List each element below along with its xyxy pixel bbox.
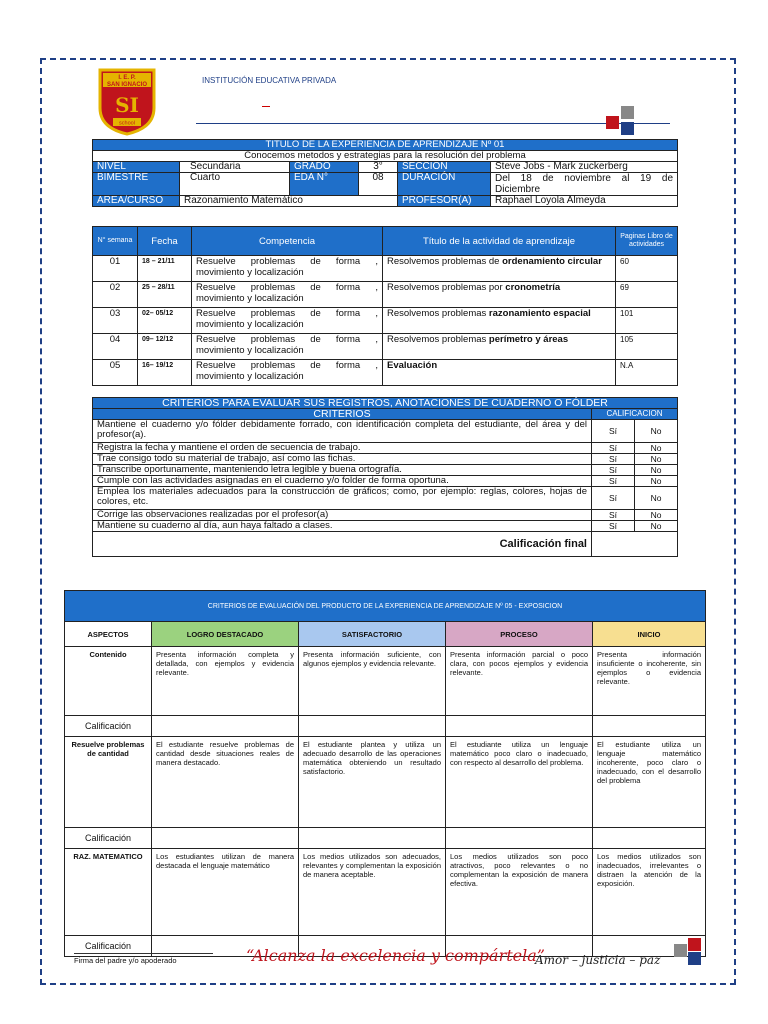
semana-cell: 04: [93, 334, 138, 360]
paginas-cell: N.A: [616, 360, 678, 386]
duracion-value: Del 18 de noviembre al 19 de Diciembre: [491, 173, 678, 196]
fecha-cell: 25 – 28/11: [138, 282, 192, 308]
no-option[interactable]: No: [635, 476, 678, 487]
criterios-title: CRITERIOS PARA EVALUAR SUS REGISTROS, ANOTACIONES DE CUADERNO O FÓLDER: [93, 398, 678, 409]
actividad-bold: perímetro y áreas: [488, 334, 569, 345]
descriptor-cell: Los medios utilizados son adecuados, relevantes y complementan la exposición de manera aceptable.: [299, 849, 446, 936]
criterio-text: Registra la fecha y mantiene el orden de secuencia de trabajo.: [93, 443, 592, 454]
semana-cell: 05: [93, 360, 138, 386]
motto: “Alcanza la excelencia y compártela”: [246, 946, 545, 965]
actividad-cell: [383, 360, 616, 386]
no-option[interactable]: No: [635, 454, 678, 465]
descriptor-cell: Los medios utilizados son poco atractivos, poco relevantes o no complementan la exposición de manera efectiva.: [446, 849, 593, 936]
criterio-text: Cumple con las actividades asignadas en el cuaderno y/o folder de forma oportuna.: [93, 476, 592, 487]
seccion-label: SECCION: [398, 162, 491, 173]
firma-label: Firma del padre y/o apoderado: [74, 956, 177, 965]
actividad-cell: [383, 256, 616, 282]
experiencia-table: [92, 139, 678, 207]
calificacion-cell[interactable]: [446, 828, 593, 849]
calificacion-final-cell[interactable]: [592, 532, 678, 557]
decor-square-blue: [621, 122, 634, 135]
criterio-row: [93, 487, 678, 510]
fecha-cell: 18 – 21/11: [138, 256, 192, 282]
area-value: Razonamiento Matemático: [180, 196, 398, 207]
bimestre-label: BIMESTRE: [93, 173, 180, 196]
values-motto: Amor – justicia – paz: [535, 953, 661, 967]
criterio-text: Trae consigo todo su material de trabajo, así como las fichas.: [93, 454, 592, 465]
paginas-cell: 69: [616, 282, 678, 308]
decor-square-red: [606, 116, 619, 129]
decor-square-red-footer: [688, 938, 701, 951]
actividad-row: [93, 334, 678, 360]
no-option[interactable]: No: [635, 487, 678, 510]
competencia-cell: Resuelve problemas de forma , movimiento y localización: [192, 308, 383, 334]
criterio-row: [93, 521, 678, 532]
fecha-cell: 09– 12/12: [138, 334, 192, 360]
fecha-cell: 02– 05/12: [138, 308, 192, 334]
paginas-cell: 60: [616, 256, 678, 282]
school-crest-logo: [97, 68, 157, 136]
duracion-label: DURACIÓN: [398, 173, 491, 196]
logo-line-1: I. E. P.: [118, 75, 136, 81]
fecha-cell: 16– 19/12: [138, 360, 192, 386]
producto-row: [65, 849, 706, 936]
actividad-text: Resolvemos problemas: [387, 308, 489, 319]
actividad-cell: [383, 334, 616, 360]
aspecto-cell: Resuelve problemas de cantidad: [65, 737, 152, 828]
criterio-row: [93, 443, 678, 454]
criterio-row: [93, 510, 678, 521]
calificacion-final-label: Calificación final: [93, 532, 592, 557]
decor-square-gray: [621, 106, 634, 119]
criterio-text: Emplea los materiales adecuados para la construcción de gráficos; como, por ejemplo: reglas, colores, hojas de colores, etc.: [93, 487, 592, 510]
si-option[interactable]: Sí: [592, 465, 635, 476]
calificacion-label: Calificación: [65, 936, 152, 957]
calificacion-cell[interactable]: [152, 828, 299, 849]
descriptor-cell: El estudiante utiliza un lenguaje matemático incoherente, poco claro o inadecuado, con el desarrollo del problema: [593, 737, 706, 828]
producto-table: [64, 590, 706, 957]
si-option[interactable]: Sí: [592, 521, 635, 532]
si-option[interactable]: Sí: [592, 454, 635, 465]
actividad-cell: [383, 282, 616, 308]
col-fecha: Fecha: [138, 227, 192, 256]
nivel-value: Secundaria: [180, 162, 290, 173]
experiencia-subtitle: Conocemos metodos y estrategias para la resolución del problema: [93, 151, 678, 162]
producto-header-2: SATISFACTORIO: [299, 622, 446, 647]
semana-cell: 02: [93, 282, 138, 308]
calificacion-cell[interactable]: [152, 716, 299, 737]
descriptor-cell: El estudiante resuelve problemas de cantidad desde situaciones reales de manera destacado.: [152, 737, 299, 828]
actividad-bold: cronometría: [505, 282, 561, 293]
competencia-cell: Resuelve problemas de forma , movimiento y localización: [192, 256, 383, 282]
col-semana: N° semana: [93, 227, 138, 256]
criterio-text: Corrige las observaciones realizadas por el profesor(a): [93, 510, 592, 521]
si-option[interactable]: Sí: [592, 420, 635, 443]
criterio-row: [93, 465, 678, 476]
descriptor-cell: Los medios utilizados son inadecuados, irrelevantes o distraen la atención de la exposición.: [593, 849, 706, 936]
si-option[interactable]: Sí: [592, 443, 635, 454]
grado-label: GRADO: [290, 162, 359, 173]
actividad-row: [93, 360, 678, 386]
producto-header-3: PROCESO: [446, 622, 593, 647]
descriptor-cell: Presenta información parcial o poco clara, con pocos ejemplos y evidencia relevante.: [446, 647, 593, 716]
col-titulo: Título de la actividad de aprendizaje: [383, 227, 616, 256]
producto-title: CRITERIOS DE EVALUACIÓN DEL PRODUCTO DE LA EXPERIENCIA DE APRENDIZAJE Nº 05 - EXPOSICION: [65, 591, 706, 622]
seccion-value: Steve Jobs - Mark zuckerberg: [491, 162, 678, 173]
no-option[interactable]: No: [635, 420, 678, 443]
firma-line: [74, 953, 213, 954]
no-option[interactable]: No: [635, 443, 678, 454]
actividad-text: Resolvemos problemas de: [387, 256, 503, 267]
calificacion-cell[interactable]: [446, 716, 593, 737]
producto-row: [65, 737, 706, 828]
producto-row: [65, 647, 706, 716]
calificacion-cell[interactable]: [593, 716, 706, 737]
criterio-text: Transcribe oportunamente, manteniendo letra legible y buena ortografía.: [93, 465, 592, 476]
descriptor-cell: El estudiante plantea y utiliza un adecuado desarrollo de las operaciones matemática obteniendo un resultado satisfactorio.: [299, 737, 446, 828]
si-option[interactable]: Sí: [592, 510, 635, 521]
calificacion-cell[interactable]: [593, 828, 706, 849]
si-option[interactable]: Sí: [592, 487, 635, 510]
criterios-table: [92, 397, 678, 557]
producto-header-0: ASPECTOS: [65, 622, 152, 647]
eda-label: EDA N°: [290, 173, 359, 196]
competencia-cell: Resuelve problemas de forma , movimiento y localización: [192, 360, 383, 386]
logo-line-2: SAN IGNACIO: [106, 82, 148, 88]
calificacion-row: [65, 828, 706, 849]
header-rule: [196, 123, 670, 124]
descriptor-cell: Presenta información insuficiente o incoherente, sin ejemplos o evidencia relevante.: [593, 647, 706, 716]
actividad-text: Resolvemos problemas por: [387, 282, 506, 293]
col-competencia: Competencia: [192, 227, 383, 256]
profesor-value: Raphael Loyola Almeyda: [491, 196, 678, 207]
actividad-bold: razonamiento espacial: [488, 308, 591, 319]
no-option[interactable]: No: [635, 465, 678, 476]
actividad-cell: [383, 308, 616, 334]
actividad-bold: Evaluación: [387, 360, 438, 371]
no-option[interactable]: No: [635, 521, 678, 532]
descriptor-cell: Presenta información suficiente, con algunos ejemplos y evidencia relevante.: [299, 647, 446, 716]
experiencia-title: TITULO DE LA EXPERIENCIA DE APRENDIZAJE Nº 01: [93, 140, 678, 151]
logo-line-4: school: [119, 120, 135, 127]
col-calificacion: CALIFICACION: [592, 409, 678, 420]
criterio-text: Mantiene su cuaderno al día, aun haya faltado a clases.: [93, 521, 592, 532]
aspecto-cell: Contenido: [65, 647, 152, 716]
actividad-row: [93, 256, 678, 282]
actividad-bold: ordenamiento circular: [502, 256, 602, 267]
institution-name: INSTITUCIÓN EDUCATIVA PRIVADA: [202, 76, 337, 85]
calificacion-row: [65, 716, 706, 737]
decor-square-blue-footer: [688, 952, 701, 965]
actividad-text: Resolvemos problemas: [387, 334, 489, 345]
producto-header-1: LOGRO DESTACADO: [152, 622, 299, 647]
actividad-row: [93, 308, 678, 334]
logo-monogram: SI: [115, 93, 139, 117]
decor-square-gray-footer: [674, 944, 687, 957]
si-option[interactable]: Sí: [592, 476, 635, 487]
nivel-label: NIVEL: [93, 162, 180, 173]
paginas-cell: 101: [616, 308, 678, 334]
actividad-row: [93, 282, 678, 308]
bimestre-value: Cuarto: [180, 173, 290, 196]
calificacion-label: Calificación: [65, 716, 152, 737]
criterio-row: [93, 476, 678, 487]
grado-value: 3°: [359, 162, 398, 173]
competencia-cell: Resuelve problemas de forma , movimiento y localización: [192, 282, 383, 308]
descriptor-cell: Los estudiantes utilizan de manera destacada el lenguaje matemático: [152, 849, 299, 936]
no-option[interactable]: No: [635, 510, 678, 521]
semana-cell: 01: [93, 256, 138, 282]
profesor-label: PROFESOR(A): [398, 196, 491, 207]
descriptor-cell: El estudiante utiliza un lenguaje matemático poco claro o inadecuado, con respecto al desarrollo del problema.: [446, 737, 593, 828]
area-label: AREA/CURSO: [93, 196, 180, 207]
descriptor-cell: Presenta información completa y detallada, con ejemplos y evidencia relevante.: [152, 647, 299, 716]
criterio-text: Mantiene el cuaderno y/o fólder debidamente forrado, con identificación completa del estudiante, del área y del profesor(a).: [93, 420, 592, 443]
competencia-cell: Resuelve problemas de forma , movimiento y localización: [192, 334, 383, 360]
calificacion-cell[interactable]: [299, 716, 446, 737]
criterio-row: [93, 420, 678, 443]
calificacion-label: Calificación: [65, 828, 152, 849]
col-criterios: CRITERIOS: [93, 409, 592, 420]
calificacion-cell[interactable]: [299, 828, 446, 849]
red-dash: [262, 106, 270, 107]
paginas-cell: 105: [616, 334, 678, 360]
semana-cell: 03: [93, 308, 138, 334]
col-paginas: Paginas Libro de actividades: [616, 227, 678, 256]
eda-value: 08: [359, 173, 398, 196]
actividades-table: [92, 226, 678, 386]
criterio-row: [93, 454, 678, 465]
producto-header-4: INICIO: [593, 622, 706, 647]
aspecto-cell: RAZ. MATEMATICO: [65, 849, 152, 936]
